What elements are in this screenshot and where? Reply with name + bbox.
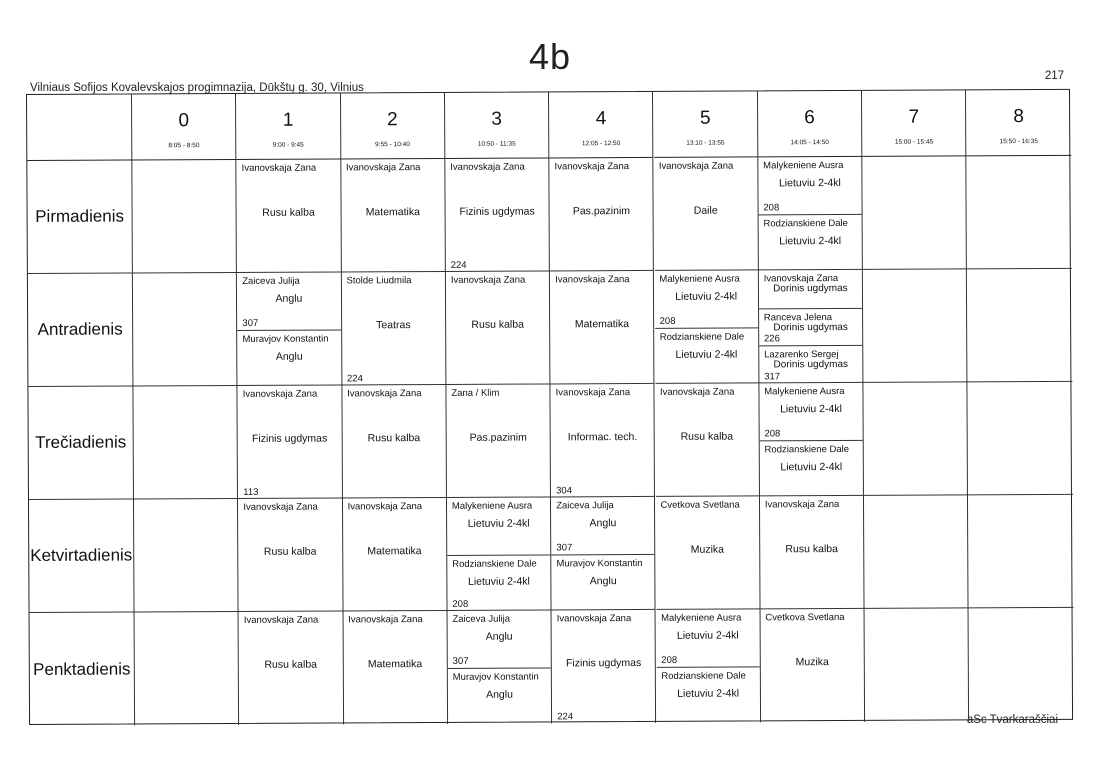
period-number: 8 [1013, 106, 1025, 128]
empty-cell [863, 269, 968, 383]
header-corner-cell [27, 94, 132, 161]
teacher-name: Malykeniene Ausra [763, 160, 844, 172]
empty-cell [969, 608, 1074, 722]
teacher-name: Zaiceva Julija [242, 275, 300, 287]
teacher-name: Lazarenko Sergej [764, 349, 839, 361]
day-label: Penktadienis [30, 612, 136, 726]
lesson-entry [447, 610, 551, 667]
lesson-cell [760, 496, 865, 610]
subject-name: Pas.pazinim [572, 205, 631, 218]
period-time: 15:50 - 16:35 [999, 138, 1038, 146]
lesson-entry [343, 498, 447, 612]
subject-name: Lietuviu 2-4kl [779, 234, 842, 247]
lesson-entry [343, 611, 447, 725]
lesson-entry [552, 610, 656, 724]
room-number: 307 [242, 317, 259, 329]
empty-cell [967, 269, 1072, 383]
lesson-entry [551, 384, 655, 498]
subject-name: Fizinis ugdymas [459, 205, 535, 218]
teacher-name: Ivanovskaja Zana [658, 160, 734, 172]
lesson-entry [550, 271, 654, 385]
room-number: 208 [661, 654, 678, 666]
subject-name: Informac. tech. [567, 431, 638, 444]
lesson-entry [758, 213, 862, 270]
teacher-name: Ivanovskaja Zana [347, 501, 423, 513]
subject-name: Matematika [367, 545, 422, 558]
room-number: 208 [452, 598, 469, 610]
lesson-cell [760, 609, 865, 723]
day-label: Ketvirtadienis [29, 499, 135, 613]
teacher-name: Ivanovskaja Zana [243, 501, 318, 513]
lesson-cell [341, 272, 446, 386]
day-label: Trečiadienis [28, 386, 134, 500]
lesson-cell [238, 385, 343, 499]
lesson-entry [447, 554, 551, 611]
lesson-cell [239, 611, 344, 725]
subject-name: Lietuviu 2-4kl [467, 575, 530, 588]
teacher-name: Ivanovskaja Zana [450, 274, 526, 286]
teacher-name: Rodzianskiene Dale [661, 669, 746, 682]
subject-name: Matematika [367, 658, 423, 671]
period-time: 12:05 - 12:50 [581, 140, 621, 148]
teacher-name: Cvetkova Svetlana [765, 612, 845, 624]
teacher-name: Ivanovskaja Zana [764, 499, 840, 511]
subject-name: Muzika [795, 656, 829, 669]
subject-name: Anglu [589, 574, 617, 587]
lesson-cell [550, 271, 655, 385]
lesson-entry [448, 667, 552, 724]
teacher-name: Cvetkova Svetlana [660, 499, 740, 511]
teacher-name: Rodzianskiene Dale [452, 558, 537, 570]
teacher-name: Ivanovskaja Zana [555, 387, 631, 399]
room-number: 317 [764, 371, 781, 383]
teacher-name: Ivanovskaja Zana [659, 386, 735, 398]
subject-name: Matematika [365, 206, 420, 219]
teacher-name: Zana / Klim [451, 387, 500, 399]
subject-name: Dorinis ugdymas [773, 282, 848, 295]
subject-name: Dorinis ugdymas [773, 321, 848, 334]
lesson-entry [654, 157, 758, 271]
room-number: 224 [557, 711, 574, 723]
empty-cell [133, 386, 238, 500]
empty-cell [134, 499, 239, 613]
period-header [132, 94, 237, 161]
lesson-cell [341, 159, 446, 273]
day-label: Antradienis [28, 273, 134, 387]
subject-name: Lietuviu 2-4kl [780, 403, 842, 416]
period-time: 13:10 - 13:55 [686, 139, 725, 147]
period-number: 3 [491, 108, 503, 130]
empty-cell [967, 156, 1072, 270]
lesson-entry [655, 496, 759, 610]
teacher-name: Ivanovskaja Zana [555, 274, 630, 286]
teacher-name: Ivanovskaja Zana [347, 388, 422, 400]
room-number: 226 [763, 333, 780, 345]
teacher-name: Malykeniene Ausra [764, 386, 845, 398]
subject-name: Anglu [275, 292, 303, 305]
empty-cell [862, 156, 967, 270]
period-time: 14:05 - 14:50 [790, 139, 829, 147]
empty-cell [132, 160, 237, 274]
teacher-name: Malykeniene Ausra [661, 612, 742, 624]
subject-name: Daile [693, 204, 718, 217]
lesson-cell [237, 159, 342, 273]
lesson-entry [760, 496, 864, 610]
subject-name: Lietuviu 2-4kl [677, 687, 740, 700]
subject-name: Fizinis ugdymas [251, 432, 328, 445]
empty-cell [133, 273, 238, 387]
subject-name: Lietuviu 2-4kl [780, 460, 843, 473]
lesson-cell [655, 383, 760, 497]
empty-cell [865, 608, 970, 722]
period-header [758, 91, 863, 158]
subject-name: Matematika [574, 318, 630, 331]
lesson-cell [446, 271, 551, 385]
subject-name: Lietuviu 2-4kl [675, 290, 738, 303]
teacher-name: Ranceva Jelena [763, 311, 833, 324]
period-time: 9:00 - 9:45 [272, 141, 304, 149]
page-number: 217 [1044, 70, 1064, 82]
lesson-entry [759, 345, 862, 383]
lesson-cell [447, 497, 552, 611]
period-number: 7 [908, 106, 920, 128]
subject-name: Rusu kalba [367, 432, 421, 445]
lesson-cell [238, 498, 343, 612]
lesson-entry [239, 611, 343, 725]
subject-name: Anglu [485, 630, 513, 643]
subject-name: Rusu kalba [264, 658, 318, 671]
footer-credit: aSc Tvarkaraščiai [966, 714, 1058, 726]
subject-name: Anglu [486, 688, 513, 701]
lesson-entry [342, 385, 446, 499]
subject-name: Fizinis ugdymas [565, 657, 642, 670]
room-number: 208 [763, 201, 780, 213]
teacher-name: Rodzianskiene Dale [763, 217, 848, 229]
lesson-cell [343, 611, 448, 725]
timetable-grid [26, 89, 1073, 725]
lesson-cell [759, 270, 864, 384]
empty-cell [968, 382, 1073, 496]
lesson-cell [342, 385, 447, 499]
lesson-entry [759, 439, 863, 496]
lesson-entry [445, 158, 549, 272]
period-header [549, 92, 654, 159]
period-number: 1 [282, 109, 294, 131]
lesson-cell [446, 384, 551, 498]
lesson-entry [237, 329, 341, 386]
period-time: 10:50 - 11:35 [477, 140, 516, 148]
lesson-entry [655, 327, 759, 384]
period-number: 0 [178, 110, 190, 132]
teacher-name: Ivanovskaja Zana [348, 614, 423, 626]
lesson-entry [341, 159, 445, 273]
subject-name: Muzika [690, 543, 725, 556]
period-number: 4 [595, 108, 607, 130]
room-number: 224 [346, 373, 363, 385]
teacher-name: Malykeniene Ausra [451, 500, 533, 512]
period-number: 5 [699, 107, 711, 129]
lesson-cell [552, 610, 657, 724]
lesson-cell [550, 158, 655, 272]
lesson-cell [445, 158, 550, 272]
subject-name: Rusu kalba [471, 318, 524, 331]
empty-cell [864, 495, 969, 609]
subject-name: Anglu [275, 350, 303, 363]
room-number: 208 [659, 315, 676, 327]
lesson-entry [656, 666, 760, 723]
lesson-cell [447, 610, 552, 724]
teacher-name: Malykeniene Ausra [659, 273, 740, 285]
empty-cell [864, 382, 969, 496]
subject-name: Anglu [589, 517, 617, 530]
room-number: 208 [764, 427, 781, 439]
room-number: 307 [556, 541, 573, 553]
period-time: 8:05 - 8:50 [168, 142, 200, 150]
subject-name: Teatras [376, 319, 411, 332]
teacher-name: Ivanovskaja Zana [242, 388, 318, 400]
period-header [341, 93, 446, 160]
period-header [445, 92, 550, 159]
period-time: 15:00 - 15:45 [894, 138, 934, 146]
lesson-cell [656, 609, 761, 723]
period-header [236, 93, 341, 160]
lesson-entry [655, 383, 759, 497]
lesson-entry [758, 157, 862, 214]
teacher-name: Rodzianskiene Dale [764, 443, 850, 455]
teacher-name: Ivanovskaja Zana [345, 162, 421, 174]
lesson-entry [551, 497, 655, 554]
lesson-cell [758, 157, 863, 271]
day-label: Pirmadienis [27, 160, 133, 274]
lesson-entry [237, 272, 341, 329]
room-number: 224 [450, 259, 467, 271]
lesson-entry [759, 308, 862, 346]
period-number: 6 [804, 107, 815, 129]
teacher-name: Ivanovskaja Zana [554, 161, 630, 173]
school-name: Vilniaus Sofijos Kovalevskajos progimnazija, Dūkštų g. 30, Vilnius [30, 82, 364, 94]
lesson-cell [655, 496, 760, 610]
lesson-cell [237, 272, 342, 386]
subject-name: Rusu kalba [785, 543, 838, 556]
teacher-name: Muravjov Konstantin [556, 557, 643, 569]
room-number: 113 [243, 486, 259, 498]
lesson-entry [550, 158, 654, 272]
teacher-name: Ivanovskaja Zana [243, 614, 319, 626]
teacher-name: Stolde Liudmila [346, 275, 412, 287]
lesson-entry [446, 384, 550, 498]
lesson-cell [551, 384, 656, 498]
lesson-entry [238, 385, 342, 499]
teacher-name: Zaiceva Julija [452, 613, 511, 625]
lesson-entry [759, 383, 863, 440]
lesson-entry [551, 553, 655, 610]
teacher-name: Rodzianskiene Dale [659, 330, 745, 343]
subject-name: Lietuviu 2-4kl [467, 517, 530, 530]
teacher-name: Ivanovskaja Zana [241, 162, 317, 174]
subject-name: Lietuviu 2-4kl [778, 177, 841, 190]
period-time: 9:55 - 10:40 [375, 141, 410, 149]
teacher-name: Ivanovskaja Zana [556, 613, 632, 625]
subject-name: Dorinis ugdymas [773, 359, 849, 371]
subject-name: Rusu kalba [263, 545, 317, 558]
teacher-name: Ivanovskaja Zana [763, 273, 839, 285]
timetable-class-title: 4b [528, 36, 572, 77]
period-header [966, 90, 1071, 157]
subject-name: Rusu kalba [262, 206, 315, 219]
lesson-cell [654, 157, 759, 271]
lesson-entry [654, 270, 758, 327]
subject-name: Rusu kalba [680, 430, 734, 443]
lesson-cell [551, 497, 656, 611]
teacher-name: Muravjov Konstantin [242, 333, 329, 345]
lesson-entry [759, 270, 862, 308]
subject-name: Lietuviu 2-4kl [676, 629, 739, 642]
lesson-entry [656, 609, 760, 666]
room-number: 307 [452, 655, 469, 667]
teacher-name: Muravjov Konstantin [452, 671, 539, 683]
lesson-entry [238, 498, 342, 612]
room-number: 304 [556, 485, 573, 497]
subject-name: Pas.pazinim [469, 431, 527, 444]
period-header [862, 90, 967, 157]
lesson-entry [446, 271, 550, 385]
lesson-cell [759, 383, 864, 497]
empty-cell [135, 612, 240, 726]
teacher-name: Ivanovskaja Zana [450, 161, 525, 173]
teacher-name: Zaiceva Julija [556, 500, 614, 512]
empty-cell [968, 495, 1073, 609]
lesson-cell [654, 270, 759, 384]
lesson-entry [341, 272, 445, 386]
lesson-entry [760, 609, 864, 723]
lesson-entry [447, 497, 551, 554]
lesson-entry [237, 159, 341, 273]
period-number: 2 [387, 109, 398, 131]
subject-name: Lietuviu 2-4kl [675, 348, 738, 361]
lesson-cell [343, 498, 448, 612]
period-header [653, 91, 758, 158]
